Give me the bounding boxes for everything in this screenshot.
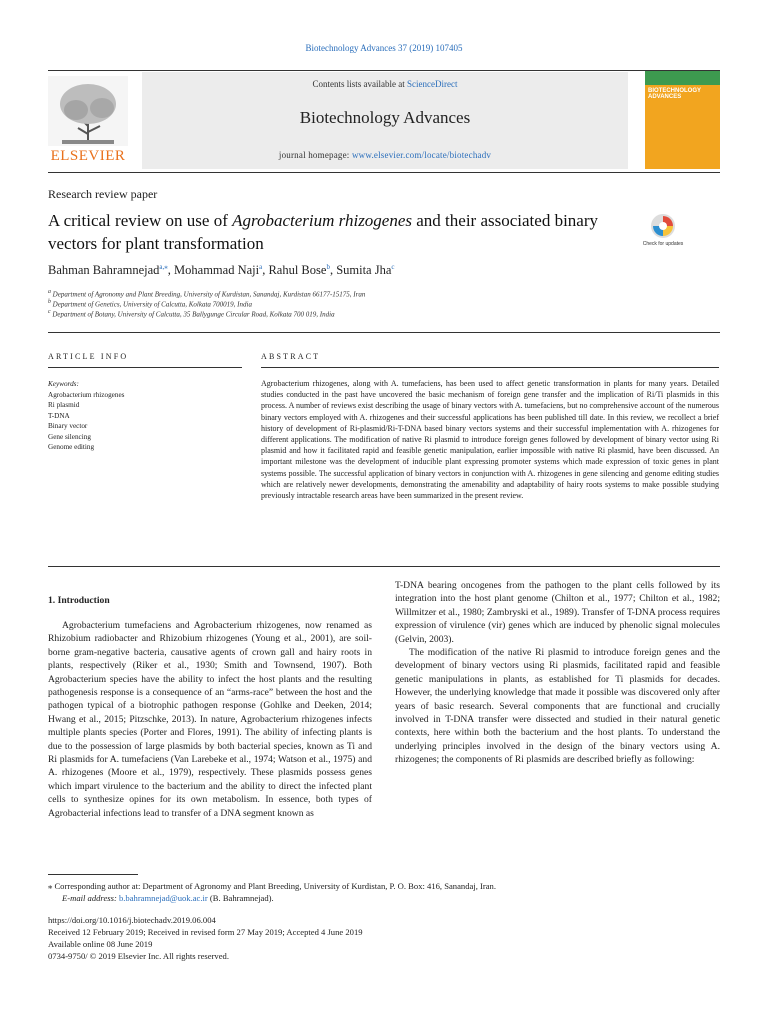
affiliation-sup: b xyxy=(48,299,51,305)
author-sep: , xyxy=(262,263,269,278)
author-sep: , xyxy=(329,263,337,278)
header-top-rule xyxy=(48,70,720,71)
homepage-link[interactable]: www.elsevier.com/locate/biotechadv xyxy=(351,150,492,160)
affiliation xyxy=(48,299,252,308)
journal-cover[interactable] xyxy=(645,71,720,169)
article-title xyxy=(48,209,618,255)
affiliation xyxy=(48,289,365,298)
email-label: E-mail address: xyxy=(62,893,119,903)
abstract-text: Agrobacterium rhizogenes, along with A. tumefaciens, has been used to affect genetic transformation in plants for many years. Detailed studies conducted in the past have uncovered the basic mechanism of foreign gene transfer and the implication of Ri/Ti plasmids in this process. A number of reviews exist describing the usage of binary vectors with A. tumefaciens, but no comprehensive account of the numerous binary vectors employed with A. rhizogenes and their successful applications has been published till date. In this review, we recollect a brief history of development of Ri-plasmid/Ri-T-DNA based binary vectors systems and their successful implementation with A. rhizogenes for different applications. The modification of native Ri plasmid to introduce foreign genes followed by development of binary vector using Ri plasmid and how it facilitated rapid and feasible genetic manipulation, earlier impossible with native Ri plasmid, have been discussed. An important milestone was the development of inducible plant expressing promoter systems which made expression of toxic genes in plant systems possible. The successful application of binary vectors in conjunction with A. rhizogenes in gene silencing and genome editing studies which are relatively newer developments, demonstrating the amenability and adaptability of hairy roots systems to make possible studying previously intractable research areas have been summarized in the present review. xyxy=(261,379,719,501)
title-part1: A critical review on use of xyxy=(48,211,233,230)
keyword: Gene silencing xyxy=(48,432,91,441)
author-sep: , xyxy=(167,263,175,278)
abstract-heading: ABSTRACT xyxy=(261,352,321,361)
affiliation-sup: c xyxy=(48,309,51,315)
author-sup[interactable]: a xyxy=(259,263,263,271)
author-name: Sumita Jha xyxy=(336,263,392,278)
keyword: Genome editing xyxy=(48,443,95,451)
author-name: Mohammad Naji xyxy=(174,263,260,278)
available-online: Available online 08 June 2019 xyxy=(48,939,153,949)
keyword: T-DNA xyxy=(48,411,70,420)
header-bottom-rule xyxy=(48,172,720,173)
affiliation xyxy=(48,309,335,318)
email-suffix: (B. Bahramnejad). xyxy=(207,893,274,903)
keyword: Binary vector xyxy=(48,422,88,430)
intro-paragraph: Agrobacterium tumefaciens and Agrobacterium rhizogenes, now renamed as Rhizobium radiobacter and Rhizobium rhizogenes (Young et al., 2001), are soil-borne gram-negative bacteria, causative agents of crown gall and hairy roots in plants, respectively (Riker et al., 1930; Smith and Townsend, 1907). Both Agrobacterium species have the ability to infect the host plants and the resulting pathogenesis response is a consequence of an “arms-race” between the host and the pathogen typical of a biotrophic pathogen response (Gohlke and Deeken, 2014; Hwang et al., 2015; Pitzschke, 2013). In nature, Agrobacterium rhizogenes infects multiple plants species (Porter and Flores, 1991). The ability of infecting plants is due to the possession of large plasmids by both bacterial species, known as Ti and Ri plasmids for A. tumefaciens (Van Larebeke et al., 1974; Watson et al., 1975) and A. rhizogenes (Moore et al., 1979), respectively. These plasmids possess genes which impart virulence to the bacterium and the ability to direct the infected plant cells to synthesize opines for its own metabolism. In essence, both types of Agrobacterial infections lead to transfer of a DNA segment known as xyxy=(48,620,372,819)
keyword: Ri plasmid xyxy=(48,401,80,409)
homepage-prefix: journal homepage: xyxy=(278,150,352,160)
title-italic: Agrobacterium rhizogenes xyxy=(232,211,413,230)
paper-type: Research review paper xyxy=(48,187,158,201)
intro-right-column xyxy=(395,579,720,767)
crossmark-icon[interactable] xyxy=(642,212,684,254)
email-note xyxy=(62,892,274,904)
journal-cover-title: BIOTECHNOLOGY ADVANCES xyxy=(648,88,701,100)
journal-cover-band xyxy=(645,71,720,85)
doi-link[interactable]: https://doi.org/10.1016/j.biotechadv.2019.06.004 xyxy=(48,915,216,925)
intro-paragraph: The modification of the native Ri plasmid to introduce foreign genes and the development of binary vectors using Ri plasmids, facilitated rapid and feasible genetic manipulations in plants, as established for Ti plasmids for decades. However, the underlying knowledge that made it possible was discovered only after years of basic research. Several components that are functional and crucially involved in T-DNA transfer were dissected and studied in their natural genetic contexts, here within both the bacterium and the host plants. To understand the underlying principles involved in the design of the binary vectors using A. rhizogenes; the components of Ri plasmids are described briefly as following: xyxy=(395,647,720,766)
divider xyxy=(48,367,242,368)
divider xyxy=(261,367,719,368)
affiliation-text: Department of Botany, University of Calcutta, 35 Ballygunge Circular Road, Kolkata 700 019, India xyxy=(52,310,335,319)
keywords-label: Keywords: xyxy=(48,380,79,388)
copyright: 0734-9750/ © 2019 Elsevier Inc. All rights reserved. xyxy=(48,951,229,961)
divider xyxy=(48,332,720,333)
crossmark-label: Check for updates xyxy=(642,241,684,247)
received-dates: Received 12 February 2019; Received in revised form 27 May 2019; Accepted 4 June 2019 xyxy=(48,927,363,937)
keyword: Agrobacterium rhizogenes xyxy=(48,390,125,399)
sciencedirect-link[interactable]: ScienceDirect xyxy=(407,79,458,89)
journal-homepage xyxy=(142,150,628,160)
journal-reference[interactable]: Biotechnology Advances 37 (2019) 107405 xyxy=(305,43,463,53)
affiliation-text: Department of Genetics, University of Calcutta, Kolkata 700019, India xyxy=(52,300,252,309)
affiliation-text: Department of Agronomy and Plant Breeding, University of Kurdistan, Sanandaj, Kurdistan 66177-15175, Iran xyxy=(52,290,366,299)
contents-prefix: Contents lists available at xyxy=(312,79,407,89)
intro-left-column xyxy=(48,619,372,820)
section-heading-introduction: 1. Introduction xyxy=(48,595,110,606)
footnote-rule xyxy=(48,874,138,875)
author-sup[interactable]: b xyxy=(326,263,330,271)
affiliation-sup: a xyxy=(48,289,51,295)
divider xyxy=(48,566,720,567)
author-sup[interactable]: c xyxy=(391,263,395,271)
corresponding-author-note: ⁎ Corresponding author at: Department of Agronomy and Plant Breeding, University of Kurdistan, P. O. Box: 416, Sanandaj, Iran. xyxy=(48,881,496,891)
author-sup[interactable]: a,⁎ xyxy=(159,263,168,271)
email-link[interactable]: b.bahramnejad@uok.ac.ir xyxy=(118,893,208,903)
author-list xyxy=(48,263,395,278)
keywords-block xyxy=(48,379,124,453)
title-part2: and their associated binary vectors for plant transformation xyxy=(48,211,599,253)
author-name: Bahman Bahramnejad xyxy=(48,263,160,278)
article-info-heading: ARTICLE INFO xyxy=(48,352,129,361)
author-name: Rahul Bose xyxy=(268,263,327,278)
contents-available xyxy=(142,79,628,89)
journal-name: Biotechnology Advances xyxy=(299,108,471,127)
publisher-logo-text: ELSEVIER xyxy=(50,148,126,164)
intro-paragraph: T-DNA bearing oncogenes from the pathogen to the plant cells followed by its integration into the host plant genome (Chilton et al., 1977; Chilton et al., 1982; Willmitzer et al., 1980; Zambryski et al., 1989). Transfer of T-DNA process requires expression of virulence (vir) genes which are induced by phenolic signal molecules (Gelvin, 2003). xyxy=(395,580,720,645)
